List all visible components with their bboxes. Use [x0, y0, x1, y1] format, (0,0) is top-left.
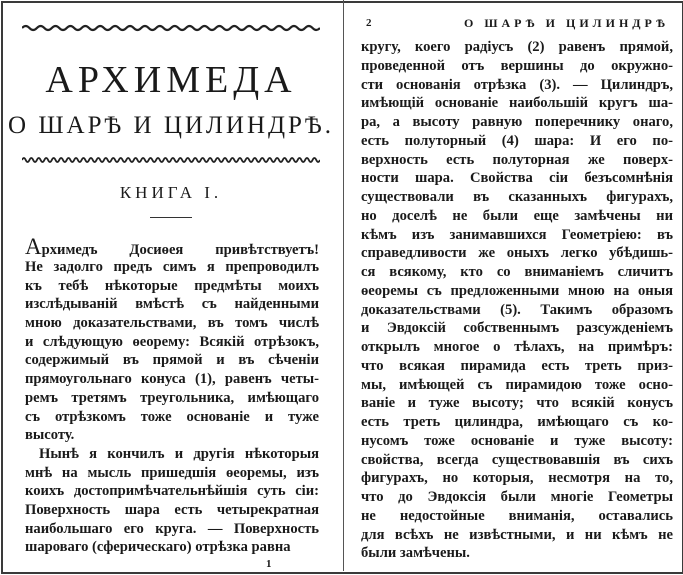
book-subtitle: О ШАРѢ И ЦИЛИНДРѢ.: [8, 112, 334, 139]
page-number: 1: [266, 558, 272, 570]
text-line: [25, 482, 319, 501]
text-line: [361, 76, 673, 95]
text-line-content: өеоремы съ предложенными мною на оныя: [361, 282, 673, 299]
text-line-content: ся всякому, кто со вниманіемъ сличитъ: [361, 264, 673, 280]
drop-cap: А: [25, 234, 42, 259]
text-line-content: мною доказательствами, въ томъ числѣ: [25, 315, 319, 332]
running-head: О ШАРѢ И ЦИЛИНДРѢ: [464, 16, 670, 30]
text-line: [361, 188, 673, 207]
text-line-content: съ отрѣзкомъ тоже основаніе и туже: [25, 408, 319, 425]
text-line: [25, 501, 319, 520]
text-line: [25, 351, 319, 370]
text-line: [361, 94, 673, 113]
text-line: [361, 301, 673, 320]
text-line-content: имѣющій основаніе наибольшій кругъ ша-: [361, 95, 673, 112]
text-line-content: изслѣдываній вмѣстѣ съ найденными: [25, 296, 319, 313]
text-line-content: шароваго (сферическаго) отрѣзка равна: [25, 539, 291, 556]
text-line-content: справедливости же оныхъ легко убѣдишь-: [361, 245, 673, 262]
text-line: [361, 226, 673, 245]
text-line: [25, 277, 319, 296]
text-line-content: Не задолго предъ симъ я препроводилъ: [25, 259, 319, 275]
text-line-content: и Эвдоксій собственнымъ разсужденіемъ: [361, 320, 673, 337]
text-line: [25, 234, 319, 259]
text-line: [361, 413, 673, 432]
short-divider: [150, 217, 192, 218]
text-line: [25, 258, 319, 277]
text-line-content: ваніе и туже высоту; что всякій конусъ: [361, 395, 673, 412]
text-line: [361, 507, 673, 526]
text-line: [25, 370, 319, 389]
text-line: [361, 319, 673, 338]
text-line: [361, 376, 673, 395]
text-line: [25, 445, 319, 464]
text-line-content: и слѣдующую өеорему: Всякій отрѣзокъ,: [25, 333, 319, 350]
left-page: [0, 0, 342, 571]
text-line-content: доказательствами (5). Такимъ образомъ: [361, 301, 673, 318]
text-line-content: кѣмъ изъ занимавшихся Геометріею: въ: [361, 226, 673, 243]
text-line: [361, 263, 673, 282]
text-line-content: высоту.: [25, 427, 75, 444]
left-body-text: [25, 234, 319, 557]
text-line-content: для всѣхъ не извѣстными, и ни кѣмъ не: [361, 526, 673, 543]
right-page: [343, 0, 680, 571]
text-line: [361, 282, 673, 301]
text-line-content: но доселѣ не были еще замѣчены ни: [361, 207, 673, 224]
text-line: [25, 426, 319, 445]
text-line-content: мнѣ на мысль пришедшія өеоремы, изъ: [25, 464, 319, 481]
text-line-content: фигурахъ, но которыя, несмотря на то,: [361, 470, 673, 487]
text-line-content: есть треть цилиндра, имѣющаго съ ко-: [361, 414, 673, 430]
text-line: [361, 338, 673, 357]
text-line: [361, 151, 673, 170]
text-line-content: что всякая пирамида есть треть приз-: [361, 357, 673, 374]
text-line: [25, 295, 319, 314]
text-line: [361, 57, 673, 76]
text-line-content: кругу, коего радіусъ (2) равенъ прямой,: [361, 39, 673, 55]
text-line-content: открылъ многое о тѣлахъ, на примѣръ:: [361, 339, 673, 355]
text-line-content: ра, а высоту равную поперечнику онаго,: [361, 114, 673, 130]
text-line: [361, 488, 673, 507]
text-line-content: нусомъ тоже основаніе и туже высоту:: [361, 432, 673, 449]
text-line-content: къ тебѣ нѣкоторые предмѣты моихъ: [25, 277, 319, 294]
text-line-content: что до Эвдоксія были многіе Геометры: [361, 489, 673, 505]
text-line-content: не недостойные вниманія, оставались: [361, 507, 673, 524]
text-line: [25, 333, 319, 352]
text-line: [25, 314, 319, 333]
text-line: [361, 544, 673, 563]
text-line: [361, 526, 673, 545]
text-line: [361, 169, 673, 188]
text-line: [25, 520, 319, 539]
text-line-content: ремъ третямъ треугольника, имѣющаго: [25, 389, 319, 406]
text-line: [361, 469, 673, 488]
text-line-content: содержимый въ прямой и въ сѣченіи: [25, 352, 319, 369]
right-body-text: [361, 38, 673, 563]
text-line-content: прямоугольнаго конуса (1), равенъ четы-: [25, 371, 319, 388]
text-line-content: верхность есть полуторная же поверх-: [361, 151, 673, 168]
text-line: [25, 538, 319, 557]
text-line: [25, 464, 319, 483]
text-line: [361, 357, 673, 376]
text-line-content: были замѣчены.: [361, 545, 470, 562]
text-line: [361, 38, 673, 57]
text-line: [361, 394, 673, 413]
text-line: [25, 408, 319, 427]
text-line-content: ности шара. Свойства сіи безъсомнѣнія: [361, 170, 673, 187]
ornamental-wavy-rule-middle: [22, 156, 320, 164]
text-line-content: наибольшаго его круга. — Поверхность: [25, 520, 319, 537]
text-line: [361, 113, 673, 132]
text-line-content: свойства, всегда существовавшія въ сихъ: [361, 451, 673, 468]
text-line: [361, 451, 673, 470]
text-line-content: мы, имѣющей съ пирамидою тоже осно-: [361, 376, 673, 393]
text-line-content: коихъ достопримѣчательнѣйшія суть сіи:: [25, 483, 319, 500]
text-line-content: Нынѣ я кончилъ и другія нѣкоторыя: [39, 445, 319, 462]
text-line: [361, 132, 673, 151]
page-number: 2: [366, 17, 372, 29]
ornamental-wavy-rule-top: [22, 24, 320, 32]
text-line-content: сти основанія отрѣзка (3). — Цилиндръ,: [361, 76, 673, 93]
text-line-content: есть полуторный (4) шара: И его по-: [361, 132, 673, 149]
book-title: АРХИМЕДА: [45, 59, 297, 101]
text-line: [25, 389, 319, 408]
text-line-content: проведенной отъ вершины до окружно-: [361, 57, 673, 74]
text-line-content: существовали въ сказанныхъ фигурахъ,: [361, 189, 673, 205]
text-line: [361, 244, 673, 263]
text-line-content: рхимедъ Досиөея привѣтствуетъ!: [41, 242, 319, 258]
book-heading: КНИГА I.: [119, 183, 223, 202]
text-line: [361, 207, 673, 226]
text-line-content: Поверхность шара есть четырекратная: [25, 501, 319, 518]
text-line: [361, 432, 673, 451]
